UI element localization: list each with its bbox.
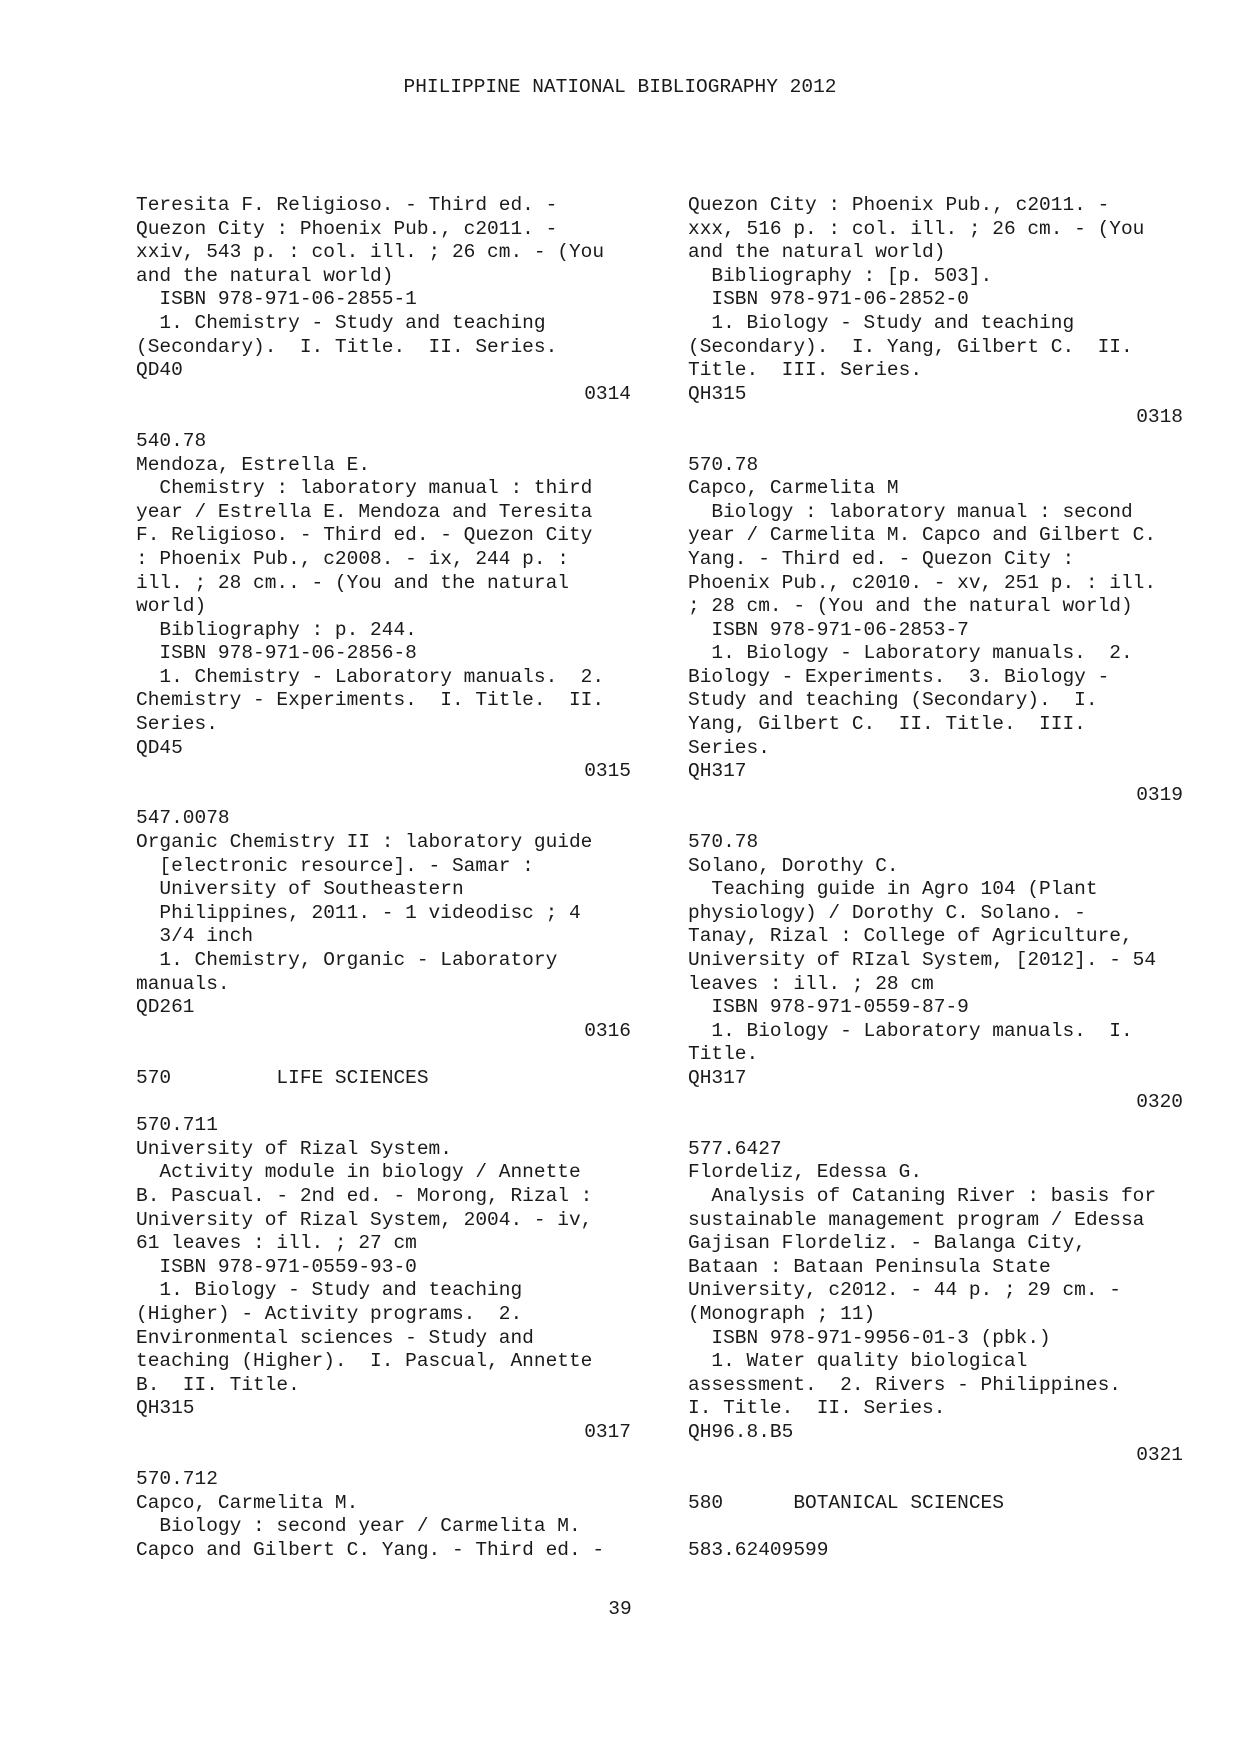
text-line: ISBN 978-971-06-2855-1	[136, 288, 417, 311]
text-line: 583.62409599	[688, 1538, 829, 1561]
text-line: Study and teaching (Secondary). I.	[688, 689, 1098, 712]
page-number: 39	[608, 1598, 632, 1620]
text-line: world)	[136, 595, 207, 618]
text-line: Chemistry : laboratory manual : third	[136, 477, 593, 500]
entry-number: 0320	[1136, 1090, 1183, 1113]
text-line	[688, 807, 1183, 831]
text-line	[136, 1444, 631, 1468]
text-line: ISBN 978-971-06-2856-8	[136, 642, 417, 665]
text-line: Title. III. Series.	[688, 359, 923, 382]
text-line: Teresita F. Religioso. - Third ed. -	[136, 194, 558, 216]
entry-number: 0317	[584, 1420, 631, 1443]
text-line: 1. Biology - Laboratory manuals. 2.	[688, 642, 1133, 665]
text-line: 61 leaves : ill. ; 27 cm	[136, 1232, 417, 1255]
text-line: 1. Biology - Laboratory manuals. I.	[688, 1019, 1133, 1042]
text-line: year / Estrella E. Mendoza and Teresita	[136, 500, 593, 523]
entry-number: 0321	[1136, 1444, 1183, 1467]
text-line: Teaching guide in Agro 104 (Plant	[688, 878, 1098, 901]
text-line: 3/4 inch	[136, 925, 254, 948]
text-line: [electronic resource]. - Samar :	[136, 854, 534, 877]
text-line	[136, 1043, 631, 1067]
text-line: University of Rizal System, 2004. - iv,	[136, 1208, 593, 1231]
text-line: sustainable management program / Edessa	[688, 1208, 1145, 1231]
text-line: Bataan : Bataan Peninsula State	[688, 1255, 1051, 1278]
text-line	[136, 1091, 631, 1115]
text-line: and the natural world)	[688, 241, 946, 264]
text-line: 577.6427	[688, 1137, 782, 1160]
text-line: University of Southeastern	[136, 878, 464, 901]
text-line: Capco, Carmelita M	[688, 477, 899, 500]
text-line: 570.78	[688, 831, 759, 854]
text-line: and the natural world)	[136, 264, 394, 287]
page-header: PHILIPPINE NATIONAL BIBLIOGRAPHY 2012	[403, 76, 837, 98]
text-line: ISBN 978-971-0559-93-0	[136, 1255, 417, 1278]
text-line: 1. Chemistry, Organic - Laboratory	[136, 949, 558, 971]
text-line: (Monograph ; 11)	[688, 1302, 876, 1325]
text-line: Organic Chemistry II : laboratory guide	[136, 831, 593, 854]
text-line: University of Rizal System.	[136, 1137, 452, 1160]
text-line: Biology : second year / Carmelita M.	[136, 1515, 581, 1538]
text-line: Quezon City : Phoenix Pub., c2011. -	[688, 194, 1110, 216]
text-line: 1. Water quality biological	[688, 1350, 1028, 1373]
text-line: 1. Chemistry - Laboratory manuals. 2.	[136, 665, 605, 688]
text-line: physiology) / Dorothy C. Solano. -	[688, 901, 1086, 924]
text-line: ; 28 cm. - (You and the natural world)	[688, 595, 1133, 618]
text-line: Series.	[136, 713, 218, 736]
text-line: 547.0078	[136, 807, 230, 830]
text-line: QD40	[136, 359, 183, 382]
text-line: xxiv, 543 p. : col. ill. ; 26 cm. - (You	[136, 241, 605, 264]
left-column	[136, 194, 631, 1562]
text-line: Gajisan Flordeliz. - Balanga City,	[688, 1232, 1086, 1255]
text-line: Phoenix Pub., c2010. - xv, 251 p. : ill.	[688, 571, 1157, 594]
text-line: QH315	[136, 1397, 195, 1420]
text-line	[136, 406, 631, 430]
text-line: QD45	[136, 736, 183, 759]
text-line	[688, 1515, 1183, 1539]
text-line: (Secondary). I. Title. II. Series.	[136, 335, 558, 358]
text-line: manuals.	[136, 972, 230, 995]
text-line: 1. Chemistry - Study and teaching	[136, 311, 546, 334]
text-line: Activity module in biology / Annette	[136, 1161, 581, 1184]
text-line: Yang, Gilbert C. II. Title. III.	[688, 713, 1086, 736]
text-line: 570.78	[688, 453, 759, 476]
text-line: I. Title. II. Series.	[688, 1397, 946, 1420]
text-line	[688, 1114, 1183, 1138]
text-line	[688, 1468, 1183, 1492]
entry-number: 0314	[584, 382, 631, 405]
entry-number: 0316	[584, 1019, 631, 1042]
text-line: Chemistry - Experiments. I. Title. II.	[136, 689, 605, 712]
text-line: year / Carmelita M. Capco and Gilbert C.	[688, 524, 1157, 547]
text-line: assessment. 2. Rivers - Philippines.	[688, 1373, 1121, 1396]
text-line: 1. Biology - Study and teaching	[688, 311, 1075, 334]
text-line: Capco, Carmelita M.	[136, 1491, 359, 1514]
text-line: F. Religioso. - Third ed. - Quezon City	[136, 524, 593, 547]
text-line: 540.78	[136, 429, 207, 452]
text-line: QD261	[136, 996, 195, 1019]
text-line: 1. Biology - Study and teaching	[136, 1279, 523, 1302]
text-line: Mendoza, Estrella E.	[136, 453, 371, 476]
text-line: (Higher) - Activity programs. 2.	[136, 1302, 523, 1325]
text-line: leaves : ill. ; 28 cm	[688, 972, 934, 995]
text-line: Analysis of Cataning River : basis for	[688, 1184, 1157, 1207]
text-line: University of RIzal System, [2012]. - 54	[688, 949, 1157, 971]
entry-number: 0315	[584, 760, 631, 783]
text-line: 570.711	[136, 1114, 218, 1137]
text-line: teaching (Higher). I. Pascual, Annette	[136, 1350, 593, 1373]
text-line: Yang. - Third ed. - Quezon City :	[688, 547, 1075, 570]
text-line: Solano, Dorothy C.	[688, 854, 899, 877]
text-line	[136, 784, 631, 808]
text-line: 570.712	[136, 1468, 218, 1491]
entry-number: 0318	[1136, 406, 1183, 429]
right-column	[688, 194, 1183, 1562]
text-line: Environmental sciences - Study and	[136, 1326, 534, 1349]
entry-number: 0319	[1136, 783, 1183, 806]
text-line: B. II. Title.	[136, 1373, 300, 1396]
text-line: Philippines, 2011. - 1 videodisc ; 4	[136, 901, 581, 924]
text-line: Bibliography : p. 244.	[136, 618, 417, 641]
text-line: Title.	[688, 1043, 759, 1066]
text-line: 570 LIFE SCIENCES	[136, 1066, 429, 1089]
text-line: ill. ; 28 cm.. - (You and the natural	[136, 571, 569, 594]
text-line: B. Pascual. - 2nd ed. - Morong, Rizal :	[136, 1184, 593, 1207]
text-line: Capco and Gilbert C. Yang. - Third ed. -	[136, 1538, 605, 1561]
text-line: : Phoenix Pub., c2008. - ix, 244 p. :	[136, 547, 569, 570]
text-line: (Secondary). I. Yang, Gilbert C. II.	[688, 335, 1133, 358]
text-line: ISBN 978-971-0559-87-9	[688, 996, 969, 1019]
text-line: ISBN 978-971-06-2852-0	[688, 288, 969, 311]
text-line: ISBN 978-971-06-2853-7	[688, 618, 969, 641]
text-line: Flordeliz, Edessa G.	[688, 1161, 923, 1184]
text-line: QH315	[688, 382, 747, 405]
text-line	[688, 430, 1183, 454]
text-line: Biology : laboratory manual : second	[688, 500, 1133, 523]
text-line: 580 BOTANICAL SCIENCES	[688, 1491, 1004, 1514]
text-line: QH317	[688, 760, 747, 783]
text-line: xxx, 516 p. : col. ill. ; 26 cm. - (You	[688, 217, 1145, 240]
text-line: ISBN 978-971-9956-01-3 (pbk.)	[688, 1326, 1051, 1349]
text-line: QH317	[688, 1066, 747, 1089]
text-line: Tanay, Rizal : College of Agriculture,	[688, 925, 1133, 948]
text-line: Bibliography : [p. 503].	[688, 264, 993, 287]
text-line: Series.	[688, 736, 770, 759]
text-line: University, c2012. - 44 p. ; 29 cm. -	[688, 1279, 1121, 1302]
text-line: Quezon City : Phoenix Pub., c2011. -	[136, 217, 558, 240]
text-line: QH96.8.B5	[688, 1420, 794, 1443]
text-line: Biology - Experiments. 3. Biology -	[688, 665, 1110, 688]
